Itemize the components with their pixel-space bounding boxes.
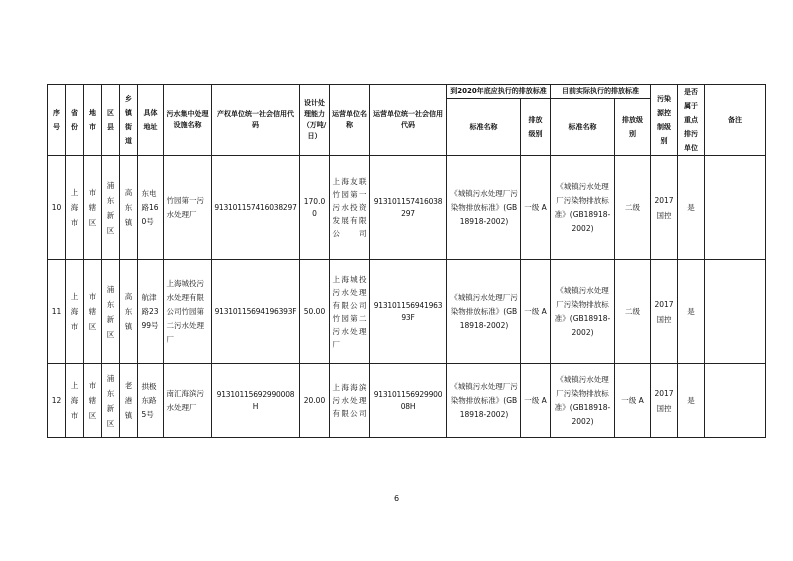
cell-owner-code: 91310115741603829​7: [212, 156, 300, 260]
cell-province: 上海市: [66, 156, 84, 260]
header-owner-code: 产权单位统一社会信用代码: [212, 85, 300, 156]
cell-province: 上海市: [66, 364, 84, 438]
cell-level: 一级 A: [521, 364, 551, 438]
header-plant-name: 污水集中处理设施名称: [164, 85, 212, 156]
cell-town: 老港镇: [120, 364, 138, 438]
cell-control-level: 2017国控: [651, 364, 678, 438]
cell-town: 高东镇: [120, 156, 138, 260]
header-control-level: 污染源控制级别: [651, 85, 678, 156]
cell-key-unit: 是: [678, 156, 705, 260]
cell-level-2: 二级: [615, 260, 651, 364]
wastewater-plant-table: [47, 84, 766, 438]
cell-district: 浦东新区: [102, 156, 120, 260]
cell-operator-code: 91310115694196393F: [370, 260, 447, 364]
page-number: 6: [393, 494, 400, 503]
cell-operator-code: 91310115692990008H: [370, 364, 447, 438]
header-level-2: 排放级别: [615, 99, 651, 156]
cell-std-name-2: 《城镇污水处理厂污染物排放标准》(GB18918-2002): [551, 364, 615, 438]
cell-town: 高东镇: [120, 260, 138, 364]
cell-plant-name: 竹园第一污水处理厂: [164, 156, 212, 260]
header-city: 地市: [84, 85, 102, 156]
cell-control-level: 2017国控: [651, 260, 678, 364]
header-province: 省份: [66, 85, 84, 156]
cell-address: 航津路2399号: [138, 260, 164, 364]
cell-owner-code: 91310115694196393F: [212, 260, 300, 364]
cell-city: 市辖区: [84, 260, 102, 364]
cell-operator-code: 913101157416038297: [370, 156, 447, 260]
cell-control-level: 2017国控: [651, 156, 678, 260]
cell-std-name-2: 《城镇污水处理厂污染物排放标准》(GB18918-2002): [551, 156, 615, 260]
header-remark: 备注: [705, 85, 766, 156]
cell-remark: [705, 364, 766, 438]
cell-std-name: 《城镇污水处理厂污染物排放标准》(GB18918-2002): [447, 364, 521, 438]
header-seq: 序号: [48, 85, 66, 156]
cell-district: 浦东新区: [102, 260, 120, 364]
table-row: [48, 364, 766, 438]
cell-remark: [705, 260, 766, 364]
header-key-unit: 是否属于重点排污单位: [678, 85, 705, 156]
header-group-current: 目前实际执行的排放标准: [551, 85, 651, 99]
header-operator-code: 运营单位统一社会信用代码: [370, 85, 447, 156]
cell-seq: 10: [48, 156, 66, 260]
cell-level: 一级 A: [521, 156, 551, 260]
cell-seq: 12: [48, 364, 66, 438]
header-level: 排放级别: [521, 99, 551, 156]
cell-city: 市辖区: [84, 364, 102, 438]
cell-operator: 上海海滨污水处理有限公司: [330, 364, 370, 438]
header-district: 区县: [102, 85, 120, 156]
table-row: [48, 156, 766, 260]
table-row: [48, 260, 766, 364]
cell-district: 浦东新区: [102, 364, 120, 438]
header-operator: 运营单位名称: [330, 85, 370, 156]
cell-address: 拱极东路5号: [138, 364, 164, 438]
cell-capacity: 20.00: [300, 364, 330, 438]
header-address: 具体地址: [138, 85, 164, 156]
cell-key-unit: 是: [678, 260, 705, 364]
cell-capacity: 50.00: [300, 260, 330, 364]
cell-plant-name: 南汇海滨污水处理厂: [164, 364, 212, 438]
cell-address: 东电路160号: [138, 156, 164, 260]
cell-city: 市辖区: [84, 156, 102, 260]
cell-remark: [705, 156, 766, 260]
cell-operator: 上海友联竹园第一污水投资发展有限公司: [330, 156, 370, 260]
header-group-2020: 到2020年底应执行的排放标准: [447, 85, 551, 99]
header-std-name-2: 标准名称: [551, 99, 615, 156]
cell-operator: 上海城投污水处理有限公司竹园第二污水处理厂: [330, 260, 370, 364]
cell-std-name-2: 《城镇污水处理厂污染物排放标准》(GB18918-2002): [551, 260, 615, 364]
cell-level-2: 一级 A: [615, 364, 651, 438]
cell-std-name: 《城镇污水处理厂污染物排放标准》(GB18918-2002): [447, 260, 521, 364]
cell-std-name: 《城镇污水处理厂污染物排放标准》(GB18918-2002): [447, 156, 521, 260]
cell-owner-code: 91310115692990008H: [212, 364, 300, 438]
header-capacity: 设计处理能力（万吨/日）: [300, 85, 330, 156]
cell-level-2: 二级: [615, 156, 651, 260]
cell-plant-name: 上海城投污水处理有限公司竹园第二污水处理厂: [164, 260, 212, 364]
cell-province: 上海市: [66, 260, 84, 364]
header-std-name: 标准名称: [447, 99, 521, 156]
header-town: 乡镇街道: [120, 85, 138, 156]
cell-level: 一级 A: [521, 260, 551, 364]
cell-capacity: 170.00: [300, 156, 330, 260]
cell-seq: 11: [48, 260, 66, 364]
cell-key-unit: 是: [678, 364, 705, 438]
